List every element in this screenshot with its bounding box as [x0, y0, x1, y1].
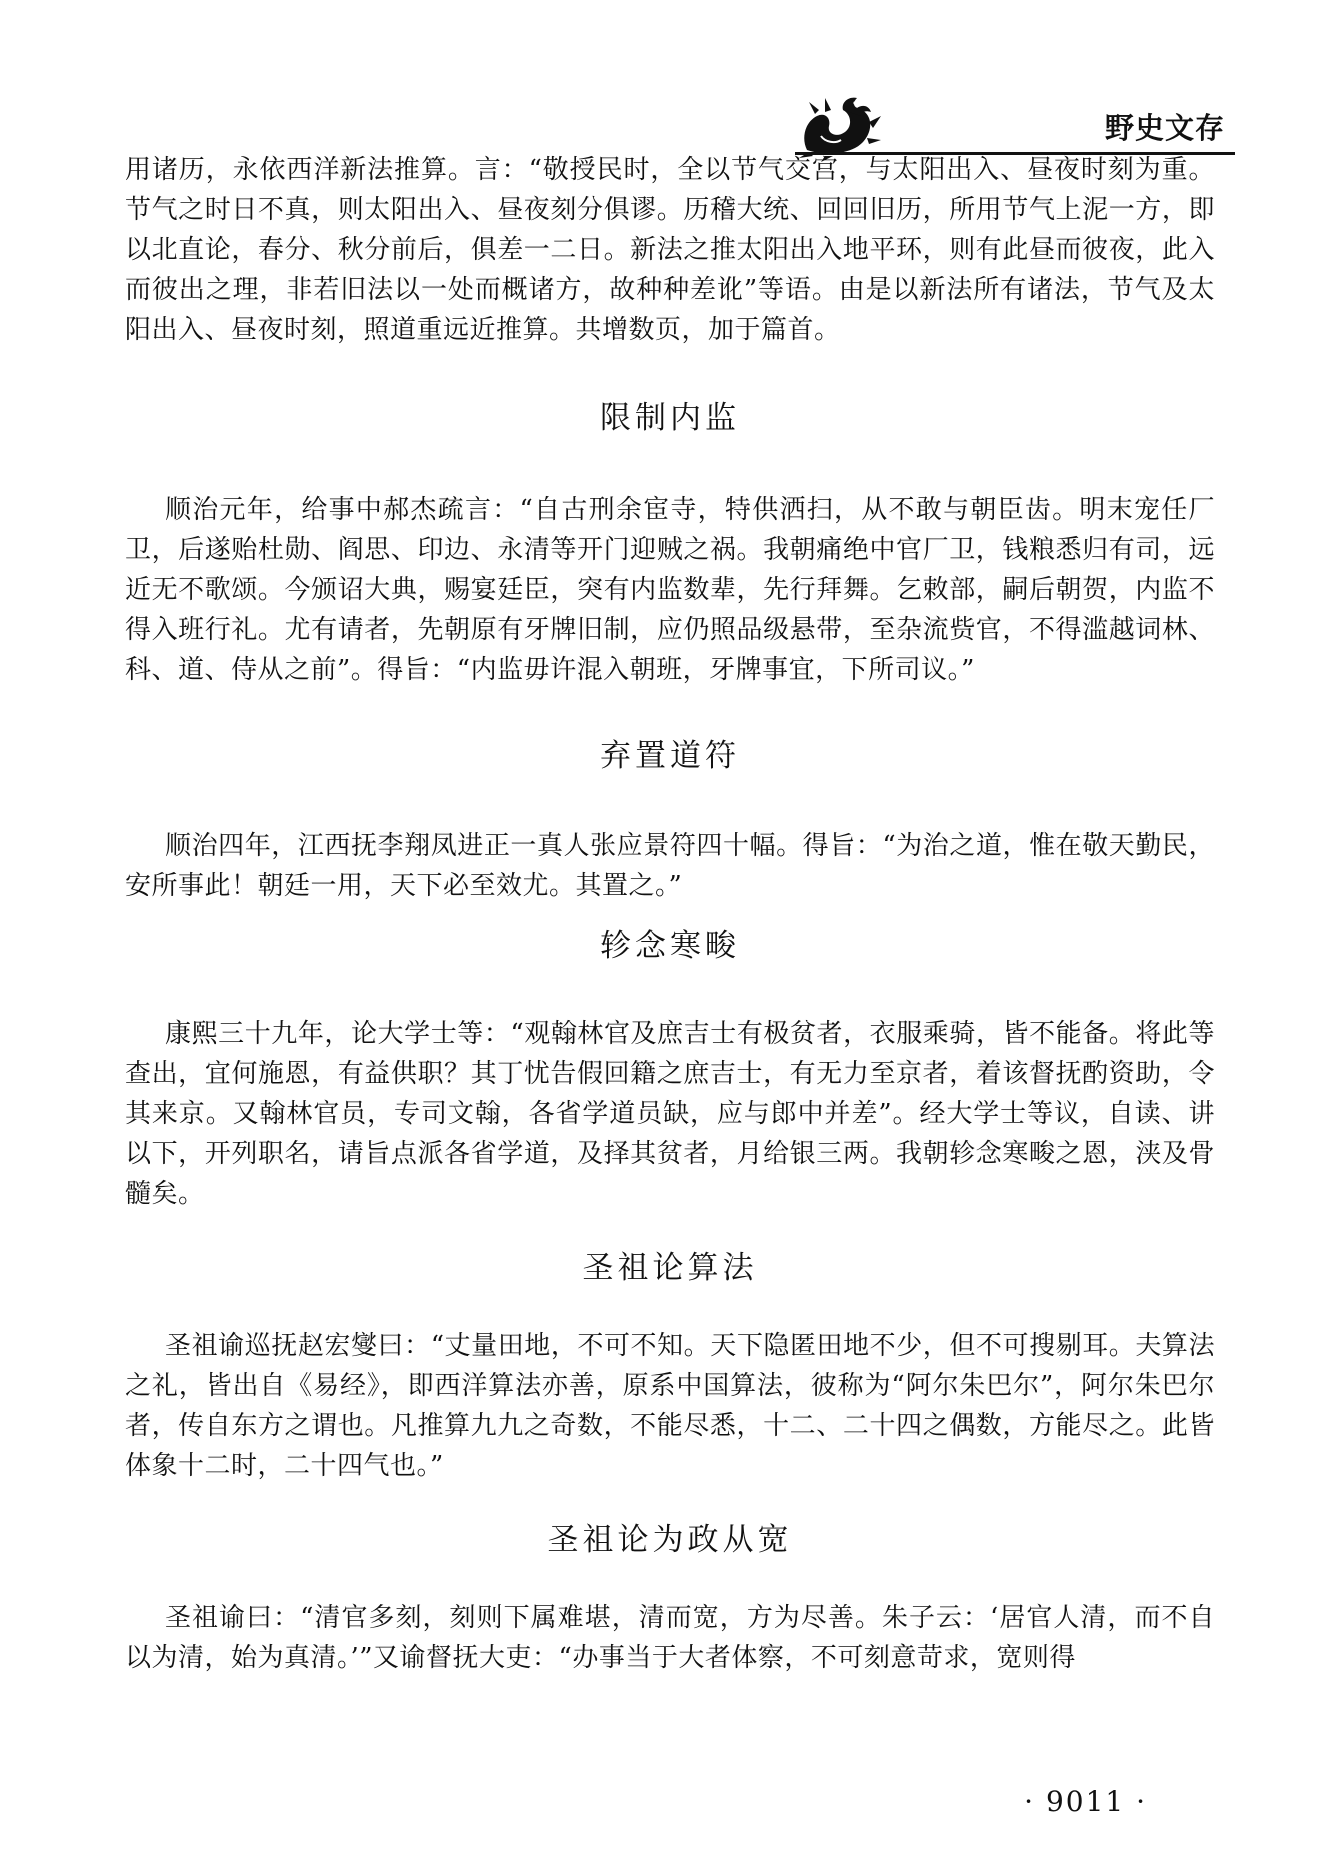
section-heading: 圣祖论为政从宽 — [547, 1522, 793, 1558]
main-text — [125, 150, 1215, 1678]
section-heading: 圣祖论算法 — [582, 1250, 758, 1286]
section-paragraph: 圣祖谕曰：“清官多刻，刻则下属难堪，清而宽，方为尽善。朱子云：‘居官人清，而不自以为清，始为真清。’”又谕督抚大吏：“办事当于大者体察，不可刻意苛求，宽则得 — [125, 1603, 1215, 1673]
section-paragraph: 圣祖谕巡抚赵宏燮曰：“丈量田地，不可不知。天下隐匿田地不少，但不可搜剔耳。夫算法之礼，皆出自《易经》，即西洋算法亦善，原系中国算法，彼称为“阿尔朱巴尔”，阿尔朱巴尔者，传自东方之谓也。凡推算九九之奇数，不能尽悉，十二、二十四之偶数，方能尽之。此皆体象十二时，二十四气也。” — [125, 1331, 1215, 1481]
series-title: 野史文存 — [1104, 111, 1225, 145]
section-heading: 弃置道符 — [600, 738, 740, 774]
intro-paragraph: 用诸历，永依西洋新法推算。言：“敬授民时，全以节气交宫，与太阳出入、昼夜时刻为重。节气之时日不真，则太阳出入、昼夜刻分俱谬。历稽大统、回回旧历，所用节气上泥一方，即以北直论，春分、秋分前后，俱差一二日。新法之推太阳出入地平环，则有此昼而彼夜，此入而彼出之理，非若旧法以一处而概诸方，故种种差讹”等语。由是以新法所有诸法，节气及太阳出入、昼夜时刻，照道重远近推算。共增数页，加于篇首。 — [125, 155, 1215, 345]
section-paragraph: 顺治四年，江西抚李翔凤进正一真人张应景符四十幅。得旨：“为治之道，惟在敬天勤民，安所事此！朝廷一用，天下必至效尤。其置之。” — [125, 831, 1215, 901]
page-number: · 9011 · — [1024, 1785, 1147, 1818]
section-heading: 轸念寒畯 — [600, 928, 740, 964]
section-paragraph: 顺治元年，给事中郝杰疏言：“自古刑余宦寺，特供洒扫，从不敢与朝臣齿。明末宠任厂卫，后遂贻杜勋、阎思、印边、永清等开门迎贼之祸。我朝痛绝中官厂卫，钱粮悉归有司，远近无不歌颂。今颁诏大典，赐宴廷臣，突有内监数辈，先行拜舞。乞敕部，嗣后朝贺，内监不得入班行礼。尤有请者，先朝原有牙牌旧制，应仍照品级悬带，至杂流赀官，不得滥越词林、科、道、侍从之前”。得旨：“内监毋许混入朝班，牙牌事宜，下所司议。” — [125, 495, 1215, 685]
section-heading: 限制内监 — [600, 400, 740, 436]
section-paragraph: 康熙三十九年，论大学士等：“观翰林官及庶吉士有极贫者，衣服乘骑，皆不能备。将此等查出，宜何施恩，有益供职？其丁忧告假回籍之庶吉士，有无力至京者，着该督抚酌资助，令其来京。又翰林官员，专司文翰，各省学道员缺，应与郎中并差”。经大学士等议，自读、讲以下，开列职名，请旨点派各省学道，及择其贫者，月给银三两。我朝轸念寒畯之恩，浃及骨髓矣。 — [125, 1019, 1215, 1209]
